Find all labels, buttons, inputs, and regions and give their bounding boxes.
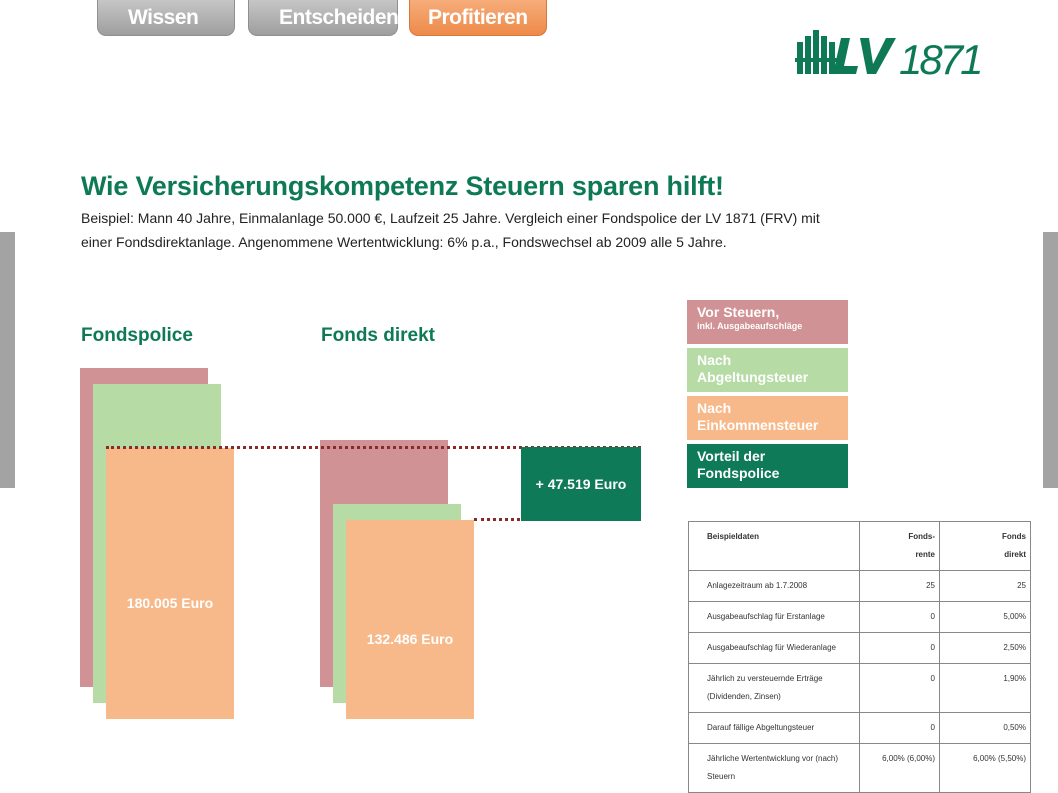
svg-text:1871: 1871 <box>899 36 981 78</box>
table-cell: 0 <box>860 602 940 633</box>
page-title: Wie Versicherungskompetenz Steuern sparen hilft! <box>81 171 724 201</box>
left-side-bar <box>0 232 15 488</box>
table-cell: 2,50% <box>940 633 1031 664</box>
legend-einkommensteuer <box>687 396 848 440</box>
table-cell: 0 <box>860 633 940 664</box>
table-cell: 25 <box>860 571 940 602</box>
legend-title: Vor Steuern, <box>697 304 780 320</box>
table-cell: Ausgabeaufschlag für Erstanlage <box>689 602 860 633</box>
legend-title: Nach Einkommensteuer <box>697 400 819 433</box>
table-cell: 6,00% (6,00%) <box>860 744 940 793</box>
table-cell: 25 <box>940 571 1031 602</box>
tab-profitieren[interactable]: Profitieren <box>409 0 547 36</box>
lv1871-logo <box>795 28 1010 78</box>
heading-fondspolice: Fondspolice <box>81 325 193 346</box>
fonds-direkt-bar-einkommensteuer <box>346 520 474 719</box>
table-cell: 6,00% (5,50%) <box>940 744 1031 793</box>
table-cell: 0,50% <box>940 713 1031 744</box>
table-cell: Anlagezeitraum ab 1.7.2008 <box>689 571 860 602</box>
table-cell: 1,90% <box>940 664 1031 713</box>
table-cell: Darauf fällige Abgeltungsteuer <box>689 713 860 744</box>
beispieldaten-table <box>688 521 1031 793</box>
table-header: Fonds- rente <box>860 522 940 571</box>
fondspolice-bar-einkommensteuer <box>106 448 234 719</box>
tab-entscheiden[interactable]: Entscheiden <box>248 0 398 36</box>
legend-title: Vorteil der Fondspolice <box>697 448 780 481</box>
table-row <box>689 664 1031 713</box>
table-row <box>689 602 1031 633</box>
table-row <box>689 633 1031 664</box>
table-header: Fonds direkt <box>940 522 1031 571</box>
table-cell: Jährliche Wertentwicklung vor (nach) Steuern <box>689 744 860 793</box>
table-row <box>689 713 1031 744</box>
table-header-row <box>689 522 1031 571</box>
fonds-direkt-value-label: 132.486 Euro <box>366 631 454 647</box>
page-subtitle: Beispiel: Mann 40 Jahre, Einmalanlage 50.000 €, Laufzeit 25 Jahre. Vergleich einer Fondspolice der LV 1871 (FRV) mit einer Fondsdirektanlage. Angenommene Wertentwicklung: 6% p.a., Fondswechsel ab 2009 alle 5 Jahre. <box>81 210 820 250</box>
legend-vorteil <box>687 444 848 488</box>
legend-abgeltungsteuer <box>687 348 848 392</box>
legend-title: Nach Abgeltungsteuer <box>697 352 809 385</box>
table-header: Beispieldaten <box>689 522 860 571</box>
right-side-bar <box>1043 232 1058 488</box>
heading-fonds-direkt: Fonds direkt <box>321 325 436 346</box>
table-cell: 0 <box>860 713 940 744</box>
table-cell: 5,00% <box>940 602 1031 633</box>
table-row <box>689 571 1031 602</box>
table-cell: 0 <box>860 664 940 713</box>
legend-subtitle: inkl. Ausgabeaufschläge <box>697 321 803 331</box>
table-cell: Jährlich zu versteuernde Erträge (Dividenden, Zinsen) <box>689 664 860 713</box>
legend-vor-steuern <box>687 300 848 344</box>
table-row <box>689 744 1031 793</box>
tab-wissen[interactable]: Wissen <box>97 0 235 36</box>
fondspolice-value-label: 180.005 Euro <box>126 595 214 611</box>
table-cell: Ausgabeaufschlag für Wiederanlage <box>689 633 860 664</box>
advantage-box: + 47.519 Euro <box>521 447 641 521</box>
